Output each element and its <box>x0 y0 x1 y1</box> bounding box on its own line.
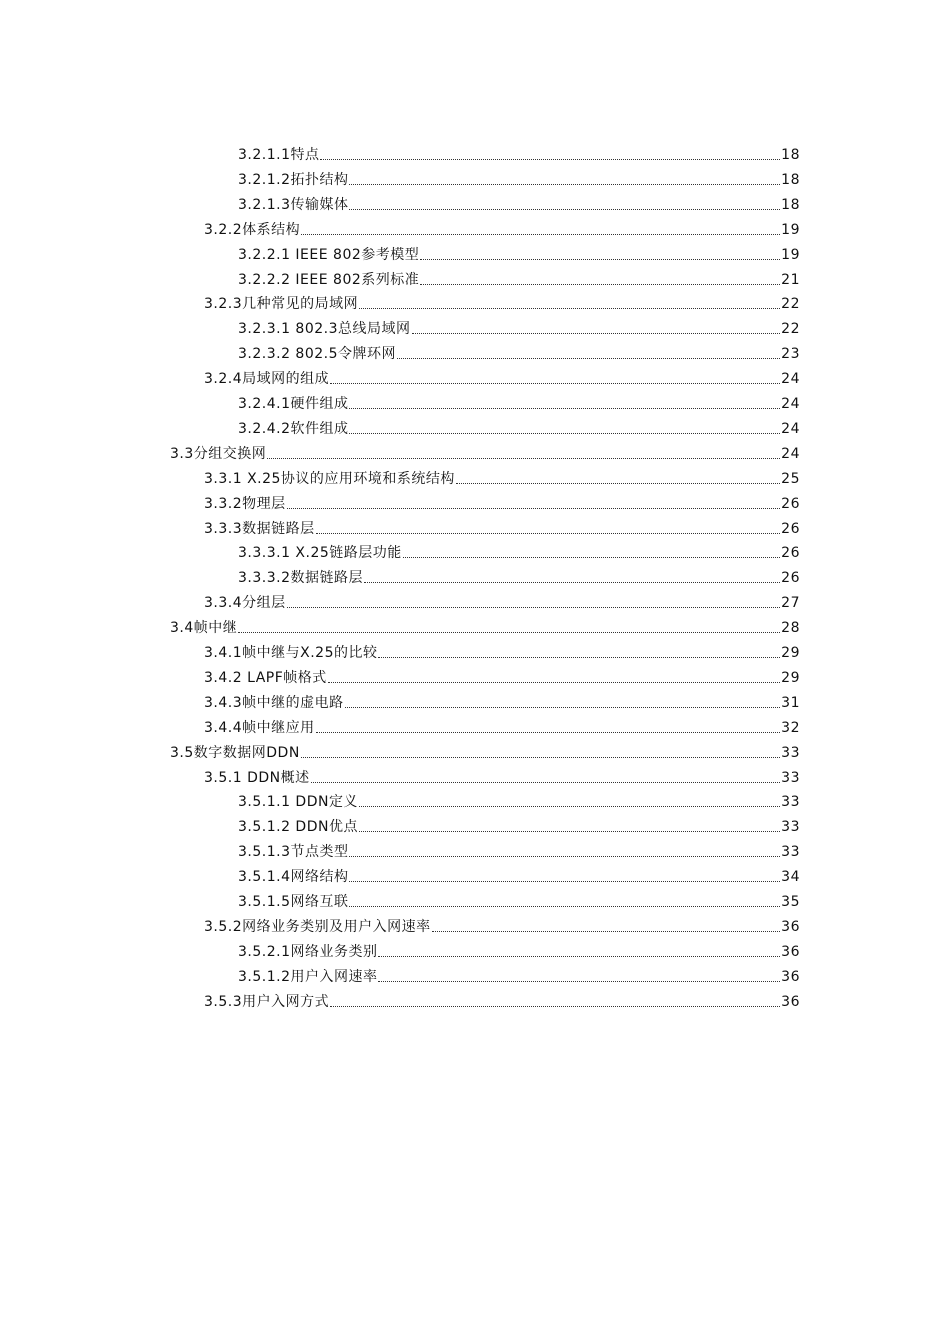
toc-entry[interactable] <box>204 289 800 313</box>
toc-dot-leader <box>349 209 780 210</box>
toc-entry[interactable] <box>204 588 800 612</box>
toc-dot-leader <box>311 782 781 783</box>
toc-dot-leader <box>359 308 780 309</box>
toc-dot-leader <box>397 358 780 359</box>
toc-entry-label: 3.4.2 LAPF帧格式 <box>204 669 327 686</box>
toc-entry-page-number: 32 <box>781 719 800 736</box>
toc-entry-page-number: 36 <box>781 918 800 935</box>
toc-dot-leader <box>378 657 780 658</box>
toc-entry-page-number: 33 <box>781 769 800 786</box>
toc-entry[interactable] <box>238 240 800 264</box>
toc-dot-leader <box>420 259 780 260</box>
toc-dot-leader <box>412 333 781 334</box>
toc-entry[interactable] <box>238 962 800 986</box>
toc-dot-leader <box>330 383 780 384</box>
toc-entry-page-number: 24 <box>781 445 800 462</box>
toc-entry[interactable] <box>204 514 800 538</box>
toc-entry[interactable] <box>204 464 800 488</box>
toc-entry[interactable] <box>238 862 800 886</box>
toc-dot-leader <box>316 732 781 733</box>
toc-entry-page-number: 22 <box>781 296 800 313</box>
toc-entry-label: 3.5.1 DDN概述 <box>204 769 310 786</box>
toc-dot-leader <box>330 1006 780 1007</box>
toc-entry-label: 3.4.4帧中继应用 <box>204 719 315 736</box>
toc-dot-leader <box>345 707 781 708</box>
toc-entry-page-number: 27 <box>781 595 800 612</box>
toc-entry-label: 3.4.1帧中继与X.25的比较 <box>204 645 378 661</box>
toc-entry-label: 3.3.4分组层 <box>204 595 286 612</box>
toc-entry-page-number: 26 <box>781 570 800 587</box>
toc-entry-page-number: 28 <box>781 620 800 637</box>
toc-entry[interactable] <box>238 165 800 189</box>
toc-entry-page-number: 34 <box>781 869 800 886</box>
toc-dot-leader <box>364 582 780 583</box>
toc-entry[interactable] <box>238 787 800 811</box>
toc-entry-page-number: 33 <box>781 819 800 836</box>
toc-entry-label: 3.5.1.2 DDN优点 <box>238 819 358 836</box>
toc-entry-page-number: 36 <box>781 943 800 960</box>
toc-entry[interactable] <box>204 364 800 388</box>
toc-entry-label: 3.3.3.1 X.25链路层功能 <box>238 545 402 562</box>
toc-entry-label: 3.5.1.2用户入网速率 <box>238 968 378 985</box>
toc-entry-page-number: 23 <box>781 346 800 363</box>
toc-dot-leader <box>301 234 780 235</box>
toc-dot-leader <box>349 184 780 185</box>
toc-entry[interactable] <box>238 812 800 836</box>
toc-dot-leader <box>287 607 781 608</box>
toc-entry-label: 3.3分组交换网 <box>170 445 267 462</box>
toc-entry[interactable] <box>204 912 800 936</box>
toc-entry-label: 3.2.3.1 802.3总线局域网 <box>238 321 411 338</box>
toc-entry[interactable] <box>204 638 800 662</box>
toc-entry[interactable] <box>170 613 800 637</box>
toc-entry-page-number: 21 <box>781 271 800 288</box>
toc-entry[interactable] <box>238 314 800 338</box>
toc-entry-page-number: 35 <box>781 894 800 910</box>
toc-dot-leader <box>359 806 780 807</box>
toc-entry-label: 3.5.1.3节点类型 <box>238 844 349 861</box>
toc-entry-label: 3.2.1.1特点 <box>238 147 320 163</box>
toc-dot-leader <box>316 533 781 534</box>
toc-dot-leader <box>349 856 780 857</box>
toc-entry[interactable] <box>204 763 800 787</box>
toc-entry-page-number: 26 <box>781 495 800 512</box>
toc-entry[interactable] <box>238 887 800 911</box>
toc-entry[interactable] <box>238 140 800 164</box>
toc-dot-leader <box>349 433 780 434</box>
toc-entry[interactable] <box>238 339 800 363</box>
toc-entry-page-number: 24 <box>781 371 800 388</box>
toc-dot-leader <box>378 981 780 982</box>
toc-entry-page-number: 33 <box>781 794 800 811</box>
toc-entry-label: 3.5数字数据网DDN <box>170 744 300 761</box>
toc-entry-label: 3.5.1.1 DDN定义 <box>238 794 358 811</box>
toc-entry[interactable] <box>238 563 800 587</box>
toc-dot-leader <box>349 408 780 409</box>
toc-entry-page-number: 18 <box>781 147 800 163</box>
toc-entry[interactable] <box>238 265 800 289</box>
toc-entry[interactable] <box>204 215 800 239</box>
toc-entry-page-number: 33 <box>781 744 800 761</box>
toc-entry-page-number: 25 <box>781 470 800 487</box>
toc-entry-label: 3.2.3.2 802.5令牌环网 <box>238 346 397 363</box>
toc-entry[interactable] <box>204 688 800 712</box>
toc-dot-leader <box>432 931 781 932</box>
toc-entry-page-number: 29 <box>781 645 800 661</box>
toc-entry-label: 3.5.3用户入网方式 <box>204 993 330 1010</box>
toc-entry[interactable] <box>238 389 800 413</box>
toc-dot-leader <box>328 682 780 683</box>
toc-entry-label: 3.5.1.5网络互联 <box>238 894 349 910</box>
toc-entry-label: 3.3.3.2数据链路层 <box>238 570 363 587</box>
toc-entry[interactable] <box>204 489 800 513</box>
toc-entry-label: 3.5.2网络业务类别及用户入网速率 <box>204 918 431 935</box>
toc-entry-page-number: 18 <box>781 196 800 213</box>
toc-dot-leader <box>320 159 780 160</box>
toc-entry-page-number: 31 <box>781 694 800 711</box>
toc-dot-leader <box>238 632 780 633</box>
toc-entry[interactable] <box>238 414 800 438</box>
toc-entry[interactable] <box>204 987 800 1011</box>
toc-entry-page-number: 24 <box>781 420 800 437</box>
toc-entry-label: 3.2.3几种常见的局域网 <box>204 296 359 313</box>
toc-entry[interactable] <box>238 538 800 562</box>
toc-entry-label: 3.5.2.1网络业务类别 <box>238 943 378 960</box>
toc-entry-label: 3.2.1.2拓扑结构 <box>238 171 349 188</box>
toc-entry[interactable] <box>238 190 800 214</box>
toc-dot-leader <box>403 557 780 558</box>
toc-dot-leader <box>456 483 780 484</box>
toc-entry-page-number: 19 <box>781 246 800 263</box>
toc-entry-label: 3.4帧中继 <box>170 620 238 637</box>
toc-entry-label: 3.2.1.3传输媒体 <box>238 196 349 213</box>
toc-entry-label: 3.4.3帧中继的虚电路 <box>204 694 344 711</box>
toc-entry-page-number: 36 <box>781 993 800 1010</box>
toc-entry-label: 3.2.4.2软件组成 <box>238 420 349 437</box>
toc-dot-leader <box>349 881 780 882</box>
toc-dot-leader <box>301 757 780 758</box>
toc-entry-page-number: 24 <box>781 396 800 412</box>
toc-entry-label: 3.2.4.1硬件组成 <box>238 396 349 412</box>
toc-entry[interactable] <box>238 837 800 861</box>
toc-entry-page-number: 33 <box>781 844 800 861</box>
toc-entry-page-number: 29 <box>781 669 800 686</box>
toc-entry-page-number: 26 <box>781 520 800 537</box>
toc-dot-leader <box>378 956 780 957</box>
toc-entry-label: 3.2.2.2 IEEE 802系列标准 <box>238 271 420 288</box>
toc-entry-label: 3.2.2体系结构 <box>204 221 301 238</box>
toc-entry-page-number: 22 <box>781 321 800 338</box>
toc-entry-page-number: 19 <box>781 221 800 238</box>
toc-entry[interactable] <box>170 738 800 762</box>
toc-entry-label: 3.2.2.1 IEEE 802参考模型 <box>238 246 420 263</box>
toc-entry[interactable] <box>204 713 800 737</box>
toc-dot-leader <box>420 284 780 285</box>
toc-entry-page-number: 26 <box>781 545 800 562</box>
toc-entry[interactable] <box>170 439 800 463</box>
toc-entry[interactable] <box>204 663 800 687</box>
toc-entry-page-number: 36 <box>781 968 800 985</box>
toc-entry-label: 3.3.2物理层 <box>204 495 286 512</box>
toc-entry-label: 3.3.3数据链路层 <box>204 520 315 537</box>
toc-dot-leader <box>359 831 780 832</box>
toc-entry[interactable] <box>238 937 800 961</box>
toc-entry-label: 3.5.1.4网络结构 <box>238 869 349 886</box>
toc-entry-label: 3.3.1 X.25协议的应用环境和系统结构 <box>204 470 455 487</box>
toc-dot-leader <box>267 458 780 459</box>
toc-dot-leader <box>349 906 780 907</box>
toc-entry-page-number: 18 <box>781 171 800 188</box>
toc-entry-label: 3.2.4局域网的组成 <box>204 371 330 388</box>
toc-dot-leader <box>287 508 781 509</box>
